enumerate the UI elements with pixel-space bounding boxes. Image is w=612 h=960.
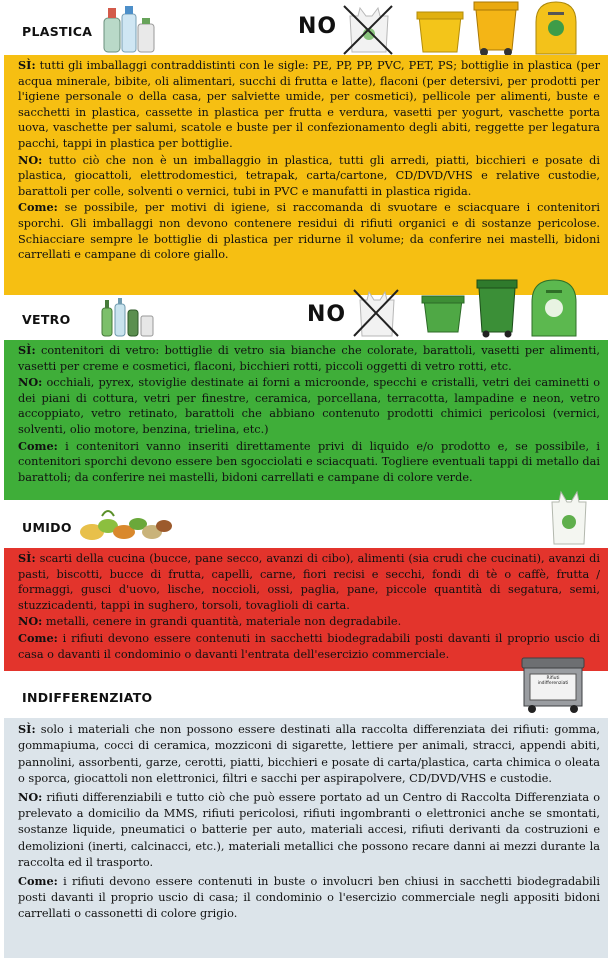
vetro-title: VETRO [22, 312, 71, 327]
umido-si-text: scarti della cucina (bucce, pane secco, avanzi di cibo), alimenti (sia crudi che cucinati), avanzi di pasti, biscotti, bucce di frutta, capelli, carne, fiori recisi e secchi, fondi di tè o caffè, frutta / formaggi, gusci d'uovo, lische, noccioli, ossi, paglia, pane, piccole quantità di segatura, semi, stuzzicadenti, tappi in sughero, torsoli, tovaglioli di carta. [18, 552, 600, 612]
indifferenziato-come-paragraph [18, 873, 600, 923]
green-bin-icon [474, 276, 520, 338]
vetro-come-text: i contenitori vanno inseriti direttamente privi di liquido e/o prodotto e, se possibile, i contenitori sporchi devono essere ben sgocciolati e sciacquati. Togliere eventuali tappi di metallo dai barattoli; da conferire nei mastelli, bidoni carrellati e campane di colore verde. [18, 439, 600, 484]
compost-bag-icon [542, 488, 594, 546]
plastica-header [0, 0, 612, 60]
vetro-no-label-2: NO: [18, 375, 43, 390]
grey-dumpster-icon [520, 656, 586, 714]
umido-no-text: metalli, cenere in grandi quantità, materiale non degradabile. [42, 615, 402, 629]
indifferenziato-come-label: Come: [18, 873, 58, 888]
plastica-come-paragraph [18, 200, 600, 262]
dumpster-sign-label: Rifiuti indifferenziati [537, 676, 569, 686]
indifferenziato-come-text: i rifiuti devono essere contenuti in buste o involucri ben chiusi in sacchetti biodegradabili posti davanti il proprio uscio di casa; il condominio o l'esercizio commerciale negli appositi bidoni carrellati o cassonetti di colore grigio. [18, 874, 600, 921]
umido-come-text: i rifiuti devono essere contenuti in sacchetti biodegradabili posti davanti il proprio uscio di casa o davanti il condominio o davanti l'entrata dell'esercizio commerciale. [18, 631, 600, 661]
yellow-bell-bin-icon [528, 0, 584, 56]
glass-bottles-icon [98, 296, 158, 338]
vetro-si-text: contenitori di vetro: bottiglie di vetro sia bianche che colorate, barattoli, vasetti per alimenti, vasetti per creme e cosmetici, flaconi, bicchieri rotti, piccoli oggetti di vetro rotti, etc. [18, 344, 600, 373]
plastica-si-text: tutti gli imballaggi contraddistinti con le sigle: PE, PP, PP, PVC, PET, PS; bottiglie in plastica (per acqua minerale, bibite, oli alimentari, succhi di frutta e latte), flaconi (per detersivi, per prodotti per l'igiene personale o della casa, per salviette umide, per cosmetici), pellicole per alimenti, buste e sacchetti in plastica, cassette in plastica per frutta e verdura, vasetti per yogurt, vaschette porta uova, vaschette per salumi, scatole e buste per il confezionamento degli abiti, reggette per legatura pacchi, tappi in plastica per bottiglie. [18, 59, 600, 150]
plastica-no-label-2: NO: [18, 152, 43, 167]
umido-band [4, 548, 608, 671]
umido-header [0, 500, 612, 548]
indifferenziato-si-text: solo i materiali che non possono essere destinati alla raccolta differenziata dei rifiuti: gomma, gommapiuma, cocci di ceramica, mozziconi di sigarette, lettiere per animali, stracci, appendi abiti, pannolini, assorbenti, garze, cerotti, piatti, bicchieri e posate di carta/plastica, carta chimica o oleata o sporca, giocattoli non elettronici, filtri e sacchi per aspirapolvere, CD/DVD/VHS e custodie. [18, 723, 600, 786]
green-bucket-icon [418, 292, 468, 336]
indifferenziato-si-paragraph [18, 721, 600, 788]
plastica-come-text: se possibile, per motivi di igiene, si raccomanda di svuotare e sciacquare i contenitori sporchi. Gli imballaggi non devono contenere residui di rifiuti organici e di sostanze pericolose. Schiacciare sempre le bottiglie di plastica per ridurne il volume; da conferire nei mastelli, bidoni carrellati e campane di colore giallo. [18, 201, 600, 262]
umido-si-label: SÌ: [18, 551, 36, 565]
crossed-bag-icon [340, 2, 396, 56]
crossed-bag-icon [350, 286, 402, 340]
umido-no-paragraph [18, 614, 600, 630]
yellow-bin-icon [470, 0, 522, 56]
plastic-bottles-icon [100, 2, 158, 56]
yellow-bucket-icon [413, 10, 467, 56]
vetro-come-paragraph [18, 439, 600, 486]
plastica-no-label: NO [298, 14, 338, 39]
umido-no-label-2: NO: [18, 614, 43, 629]
plastica-no-text: tutto ciò che non è un imballaggio in plastica, tutti gli arredi, piatti, bicchieri e posate di plastica, giocattoli, elettrodomestici, tetrapak, carta/cartone, CD/DVD/VHS e relative custodie, barattoli per colle, solventi o vernici, tubi in PVC e manufatti in plastica rigida. [18, 153, 600, 198]
green-bell-bin-icon [526, 276, 582, 338]
vetro-si-label: SÌ: [18, 343, 36, 357]
plastica-si-paragraph [18, 58, 600, 152]
plastica-title: PLASTICA [22, 24, 93, 39]
plastica-si-label: SÌ: [18, 58, 36, 72]
umido-come-paragraph [18, 631, 600, 662]
plastica-no-paragraph [18, 153, 600, 200]
plastica-come-label: Come: [18, 200, 58, 215]
umido-si-paragraph [18, 551, 600, 613]
vetro-no-text: occhiali, pyrex, stoviglie destinate ai forni a microonde, specchi e cristalli, vetri dei caminetti o dei piani di cottura, vetri per finestre, ceramica, porcellana, terracotta, lampadine e neon, vetro accoppiato, vetro retinato, barattoli che abbiano contenuto prodotti chimici pericolosi (vernici, solventi, olio motore, benzina, trielina, etc.) [18, 376, 600, 436]
vetro-come-label: Come: [18, 438, 58, 453]
food-waste-icon [78, 504, 174, 546]
indifferenziato-band [4, 718, 608, 958]
vetro-header [0, 296, 612, 340]
indifferenziato-si-label: SÌ: [18, 722, 36, 736]
plastica-band [4, 55, 608, 295]
indifferenziato-no-label-2: NO: [18, 789, 43, 804]
vetro-si-paragraph [18, 343, 600, 374]
umido-title: UMIDO [22, 520, 72, 535]
vetro-no-label: NO [307, 302, 347, 327]
indifferenziato-no-paragraph [18, 789, 600, 872]
indifferenziato-title: INDIFFERENZIATO [22, 690, 153, 705]
indifferenziato-header [0, 672, 612, 718]
vetro-no-paragraph [18, 375, 600, 437]
vetro-band [4, 340, 608, 500]
umido-come-label: Come: [18, 630, 58, 645]
indifferenziato-no-text: rifiuti differenziabili e tutto ciò che può essere portato ad un Centro di Raccolta Differenziata o prelevato a domicilio da MMS, rifiuti pericolosi, rifiuti ingombranti o elettronici anche se smontati, sostanze liquide, pneumatici o batterie per auto, materiali accesi, rifiuti derivanti da costruzioni e demolizioni (inerti, calcinacci, etc.), materiali metallici che possono recare danni ai mezzi durante la raccolta ed il trasporto. [18, 790, 600, 870]
